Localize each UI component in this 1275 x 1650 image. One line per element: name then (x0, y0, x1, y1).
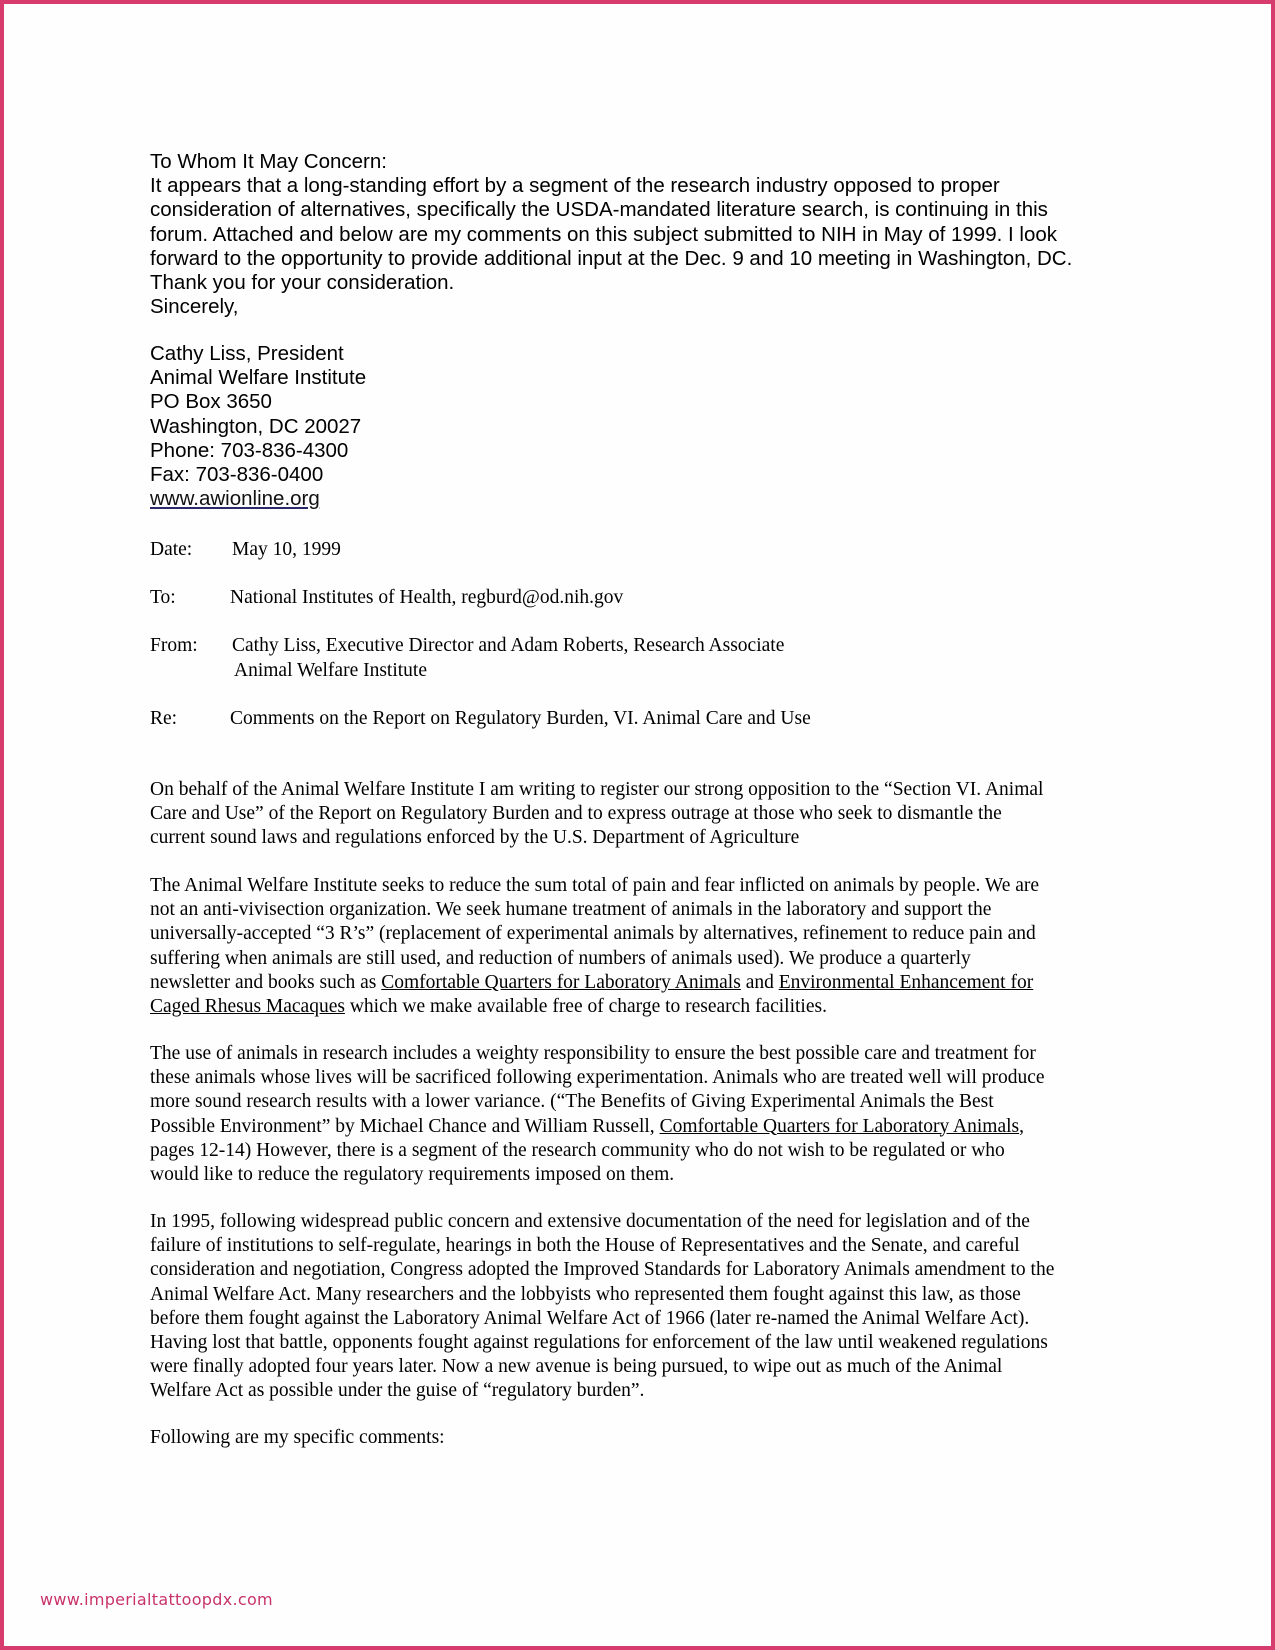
website-link[interactable]: www.awionline.org (150, 487, 320, 511)
cover-note-line: It appears that a long-standing effort by a segment of the research industry opposed to proper (150, 174, 1000, 198)
text: , (1019, 1115, 1024, 1137)
memo-from-organization: Animal Welfare Institute (234, 659, 428, 681)
paragraph-line: not an anti-vivisection organization. We seek humane treatment of animals in the laboratory and support the (150, 899, 992, 921)
paragraph-line: pages 12-14) However, there is a segment of the research community who do not wish to be regulated or who (150, 1139, 1005, 1161)
cover-note-line: forum. Attached and below are my comments on this subject submitted to NIH in May of 1999. I look (150, 222, 1057, 246)
memo-re-row (150, 707, 1130, 731)
memo-from-row (150, 634, 1130, 682)
paragraph-line: The use of animals in research includes a weighty responsibility to ensure the best possible care and treatment for (150, 1043, 1036, 1064)
text: Possible Environment” by Michael Chance and William Russell, (150, 1115, 660, 1137)
signer-city: Washington, DC 20027 (150, 414, 362, 438)
paragraph-line (150, 971, 1130, 995)
book-title-comfortable-quarters: Comfortable Quarters for Laboratory Animals (659, 1115, 1020, 1137)
paragraph-line: Having lost that battle, opponents fought against regulations for enforcement of the law until weakened regulations (150, 1332, 1048, 1354)
paragraph-line: before them fought against the Laboratory Animal Welfare Act of 1966 (later re-named the Animal Welfare Act). (150, 1307, 1030, 1329)
text: newsletter and books such as (150, 971, 382, 993)
paragraph-line: On behalf of the Animal Welfare Institute I am writing to register our strong opposition to the “Section VI. Animal (150, 779, 1044, 800)
paragraph-line: would like to reduce the regulatory requirements imposed on them. (150, 1164, 675, 1186)
signer-fax: Fax: 703-836-0400 (150, 463, 324, 487)
body-paragraph-1 (150, 778, 1130, 851)
text: which we make available free of charge to research facilities. (344, 996, 827, 1018)
memo-date-label: Date: (150, 539, 193, 560)
closing: Sincerely, (150, 295, 239, 319)
cover-note (150, 150, 1072, 319)
book-title-comfortable-quarters: Comfortable Quarters for Laboratory Animals (381, 971, 741, 993)
body-paragraph-5 (150, 1426, 1130, 1450)
signer-phone: Phone: 703-836-4300 (150, 438, 349, 462)
memo-to-label: To: (150, 587, 176, 609)
text: and (740, 971, 779, 993)
paragraph-line: current sound laws and regulations enforced by the U.S. Department of Agriculture (150, 827, 800, 849)
salutation: To Whom It May Concern: (150, 150, 387, 173)
cover-note-line: forward to the opportunity to provide additional input at the Dec. 9 and 10 meeting in Washington, DC. (150, 246, 1073, 270)
body-paragraph-3 (150, 1042, 1130, 1187)
memo-header (150, 538, 1130, 731)
paragraph-line: Following are my specific comments: (150, 1427, 445, 1448)
book-title-environmental-enhancement: Environmental Enhancement for (778, 971, 1034, 993)
signer-po-box: PO Box 3650 (150, 390, 272, 414)
memo-to-row (150, 586, 1130, 610)
paragraph-line: failure of institutions to self-regulate, hearings in both the House of Representatives and the Senate, and careful (150, 1235, 1020, 1257)
memo-date-value: May 10, 1999 (232, 539, 341, 560)
paragraph-line: Care and Use” of the Report on Regulatory Burden and to express outrage at those who seek to dismantle the (150, 803, 1002, 825)
paragraph-line: more sound research results with a lower variance. (“The Benefits of Giving Experimental Animals the Best (150, 1091, 994, 1113)
paragraph-line (150, 1115, 1130, 1139)
signer-organization: Animal Welfare Institute (150, 366, 367, 390)
paragraph-line (150, 995, 1130, 1019)
memo-date-row (150, 538, 1130, 562)
paragraph-line: these animals whose lives will be sacrificed following experimentation. Animals who are treated well will produce (150, 1067, 1045, 1089)
book-title-caged-rhesus-macaques: Caged Rhesus Macaques (150, 996, 345, 1018)
body-paragraph-4 (150, 1210, 1130, 1404)
cover-note-line: consideration of alternatives, specifically the USDA-mandated literature search, is continuing in this (150, 198, 1048, 222)
paragraph-line: Welfare Act as possible under the guise of “regulatory burden”. (150, 1380, 645, 1402)
paragraph-line: Animal Welfare Act. Many researchers and the lobbyists who represented them fought against this law, as those (150, 1283, 1021, 1305)
memo-re-label: Re: (150, 707, 178, 729)
cover-note-line: Thank you for your consideration. (150, 271, 455, 295)
memo-re-value: Comments on the Report on Regulatory Burden, VI. Animal Care and Use (230, 707, 811, 729)
paragraph-line: suffering when animals are still used, and reduction of numbers of animals used). We produce a quarterly (150, 947, 971, 969)
memo-from-label: From: (150, 635, 198, 657)
paragraph-line: consideration and negotiation, Congress adopted the Improved Standards for Laboratory Animals amendment to the (150, 1259, 1055, 1281)
signer-name-title: Cathy Liss, President (150, 342, 344, 365)
paragraph-line: were finally adopted four years later. Now a new avenue is being pursued, to wipe out as much of the Animal (150, 1356, 1003, 1378)
signature-block (150, 342, 366, 511)
paragraph-line: The Animal Welfare Institute seeks to reduce the sum total of pain and fear inflicted on animals by people. We are (150, 875, 1040, 896)
paragraph-line: In 1995, following widespread public concern and extensive documentation of the need for legislation and of the (150, 1211, 1030, 1232)
body-paragraph-2 (150, 874, 1130, 1019)
memo-from-value: Cathy Liss, Executive Director and Adam Roberts, Research Associate (232, 635, 785, 657)
paragraph-line: universally-accepted “3 R’s” (replacement of experimental animals by alternatives, refinement to reduce pain and (150, 923, 1036, 945)
memo-to-value: National Institutes of Health, regburd@od.nih.gov (230, 587, 624, 609)
watermark-link[interactable]: www.imperialtattoopdx.com (40, 1590, 273, 1609)
